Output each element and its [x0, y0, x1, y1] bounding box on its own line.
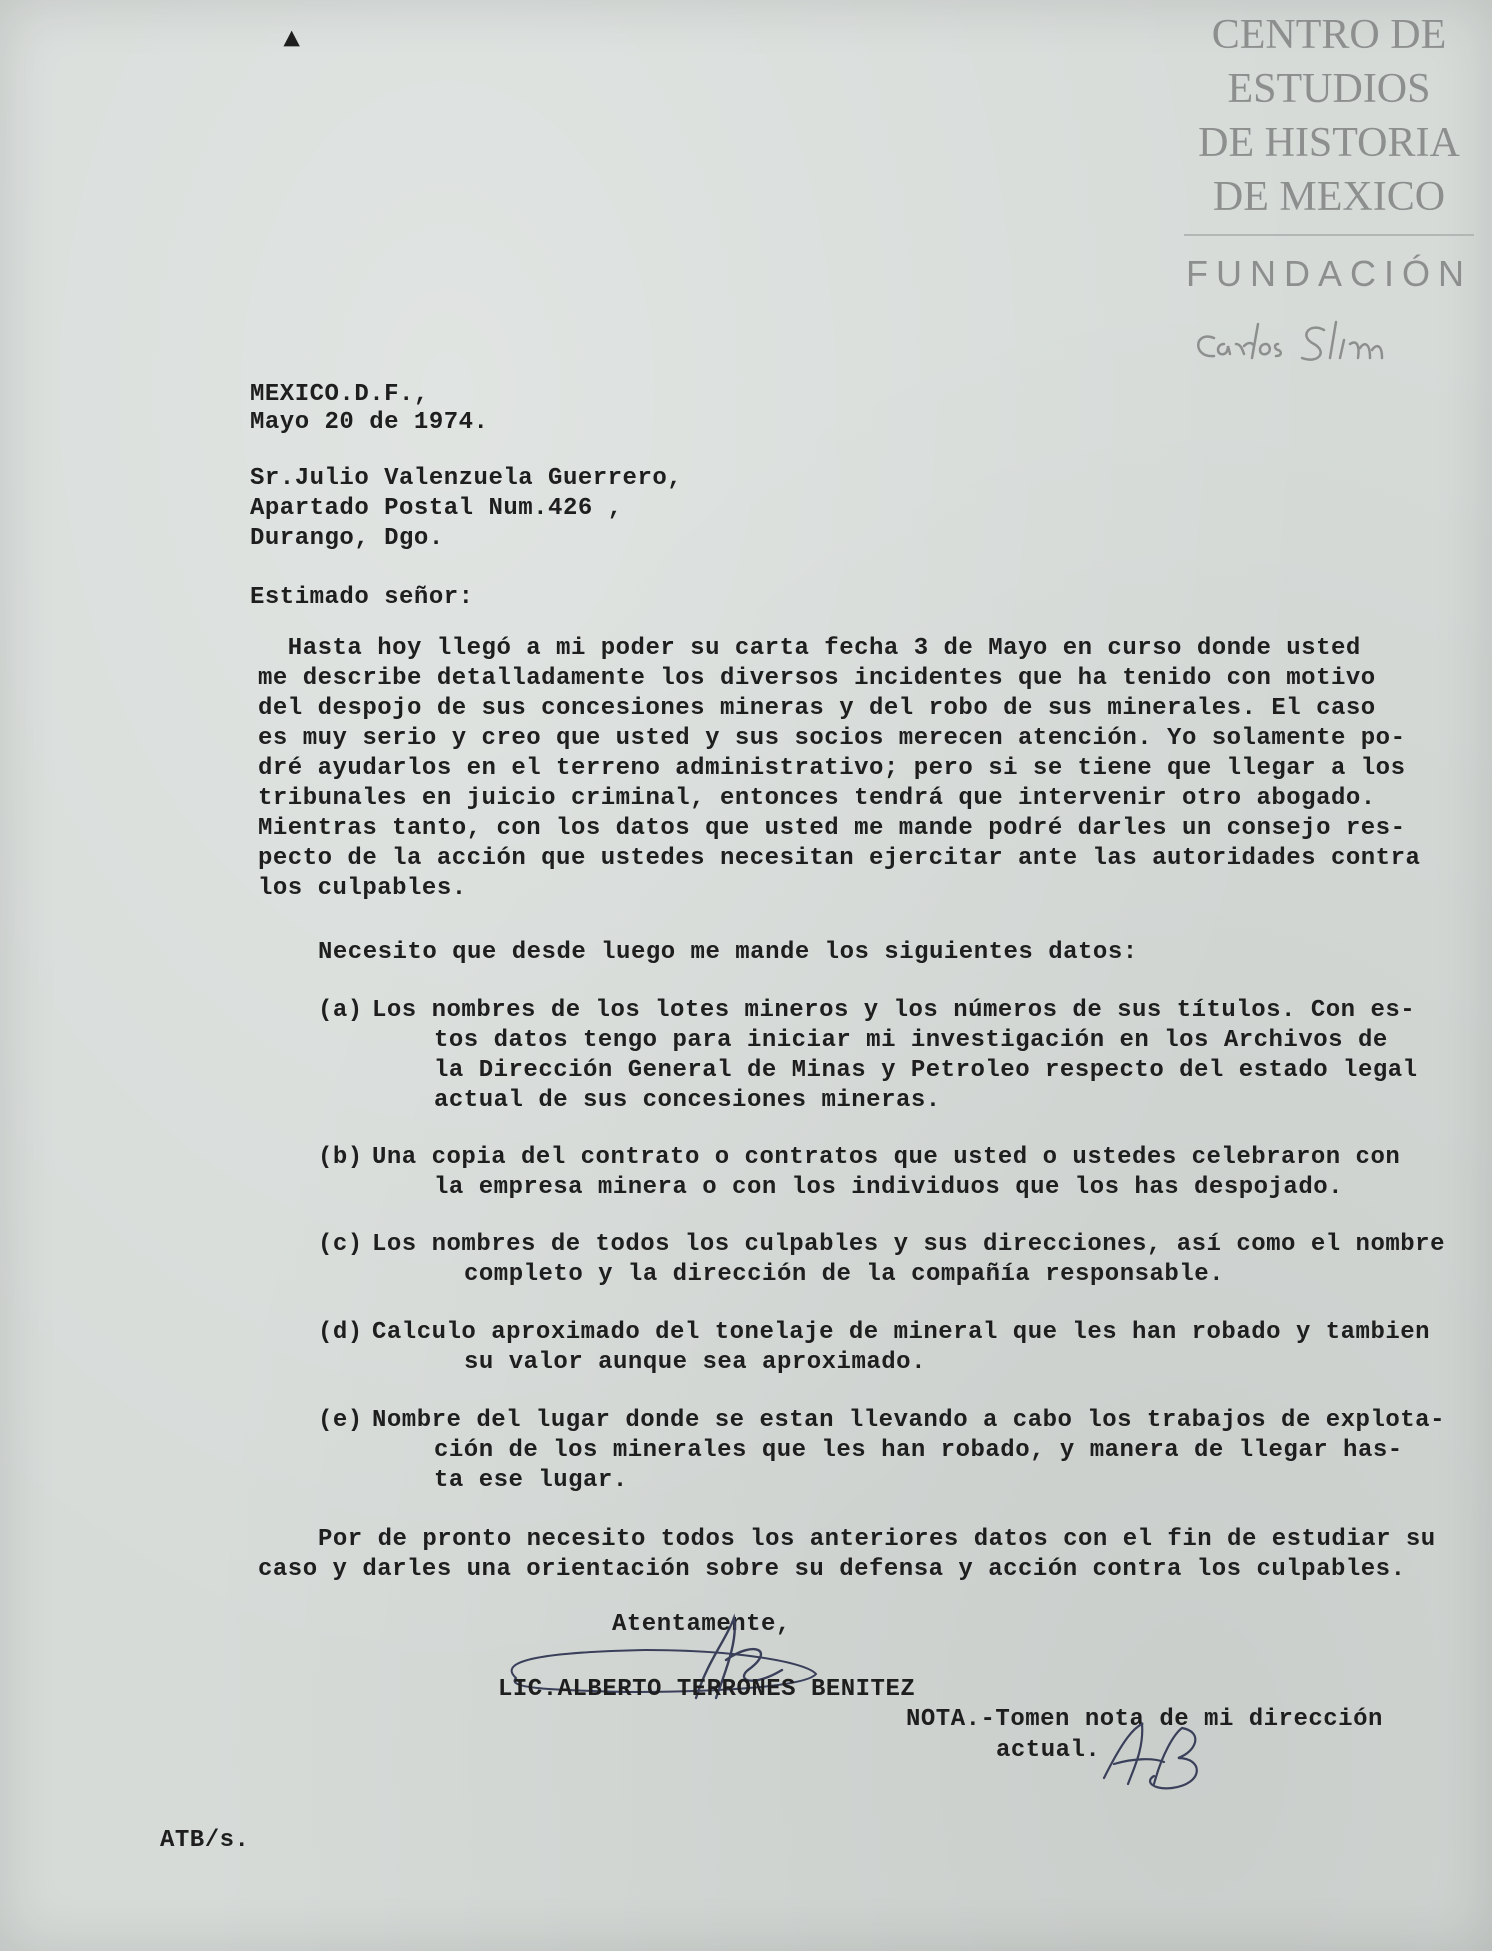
item-line: Una copia del contrato o contratos que usted o ustedes celebraron con: [372, 1144, 1401, 1171]
initials-scribble: [1094, 1718, 1214, 1798]
watermark-line-2: ESTUDIOS: [1227, 66, 1431, 112]
item-label: (c): [318, 1231, 363, 1258]
valediction: Atentamente,: [612, 1611, 791, 1638]
item-line: la Dirección General de Minas y Petroleo respecto del estado legal: [434, 1057, 1418, 1084]
salutation: Estimado señor:: [250, 584, 474, 611]
item-label: (e): [318, 1407, 363, 1434]
body-line: pecto de la acción que ustedes necesitan ejercitar ante las autoridades contra: [258, 845, 1421, 872]
item-label: (b): [318, 1144, 363, 1171]
body-line: Hasta hoy llegó a mi poder su carta fecha 3 de Mayo en curso donde usted: [258, 635, 1361, 662]
item-line: Calculo aproximado del tonelaje de mineral que les han robado y tambien: [372, 1319, 1431, 1346]
body-line: los culpables.: [258, 875, 467, 902]
watermark-divider: [1184, 234, 1474, 236]
item-line: tos datos tengo para iniciar mi investigación en los Archivos de: [434, 1027, 1388, 1054]
item-line: completo y la dirección de la compañía responsable.: [464, 1261, 1225, 1288]
letter-place: MEXICO.D.F.,: [250, 381, 429, 408]
watermark-line-3: DE HISTORIA: [1198, 120, 1460, 166]
recipient-address: Apartado Postal Num.426 ,: [250, 495, 623, 522]
request-intro: Necesito que desde luego me mande los siguientes datos:: [318, 939, 1138, 966]
closing-line-2: caso y darles una orientación sobre su defensa y acción contra los culpables.: [258, 1556, 1406, 1583]
item-line: la empresa minera o con los individuos que los has despojado.: [434, 1174, 1344, 1201]
typist-initials: ATB/s.: [160, 1827, 250, 1854]
item-label: (a): [318, 997, 363, 1024]
body-line: del despojo de sus concesiones mineras y del robo de sus minerales. El caso: [258, 695, 1376, 722]
recipient-name: Sr.Julio Valenzuela Guerrero,: [250, 465, 683, 492]
item-line: ción de los minerales que les han robado, y manera de llegar has-: [434, 1437, 1403, 1464]
item-line: Los nombres de todos los culpables y sus direcciones, así como el nombre: [372, 1231, 1445, 1258]
item-line: ta ese lugar.: [434, 1467, 628, 1494]
recipient-city: Durango, Dgo.: [250, 525, 444, 552]
body-line: dré ayudarlos en el terreno administrativo; pero si se tiene que llegar a los: [258, 755, 1406, 782]
note-line-2: actual.: [996, 1737, 1101, 1764]
body-line: es muy serio y creo que usted y sus socios merecen atención. Yo solamente po-: [258, 725, 1406, 752]
archive-watermark: [1184, 8, 1474, 370]
watermark-line-4: DE MEXICO: [1212, 174, 1446, 220]
letter-date: Mayo 20 de 1974.: [250, 409, 489, 436]
carlos-slim-signature-logo: [1184, 300, 1474, 370]
watermark-line-1: CENTRO DE: [1211, 12, 1447, 58]
corner-mark: ▲: [283, 25, 301, 56]
item-line: su valor aunque sea aproximado.: [464, 1349, 926, 1376]
signatory-name: LIC.ALBERTO TERRONES BENITEZ: [498, 1676, 916, 1703]
item-line: Nombre del lugar donde se estan llevando a cabo los trabajos de explota-: [372, 1407, 1445, 1434]
item-line: actual de sus concesiones mineras.: [434, 1087, 941, 1114]
item-label: (d): [318, 1319, 363, 1346]
item-line: Los nombres de los lotes mineros y los números de sus títulos. Con es-: [372, 997, 1416, 1024]
closing-line-1: Por de pronto necesito todos los anteriores datos con el fin de estudiar su: [318, 1526, 1436, 1553]
watermark-foundation: FUNDACIÓN: [1186, 253, 1472, 294]
body-line: me describe detalladamente los diversos incidentes que ha tenido con motivo: [258, 665, 1376, 692]
note-line-1: NOTA.-Tomen nota de mi dirección: [906, 1706, 1383, 1733]
body-line: tribunales en juicio criminal, entonces tendrá que intervenir otro abogado.: [258, 785, 1376, 812]
body-line: Mientras tanto, con los datos que usted me mande podré darles un consejo res-: [258, 815, 1406, 842]
body-paragraph: [258, 634, 1421, 904]
